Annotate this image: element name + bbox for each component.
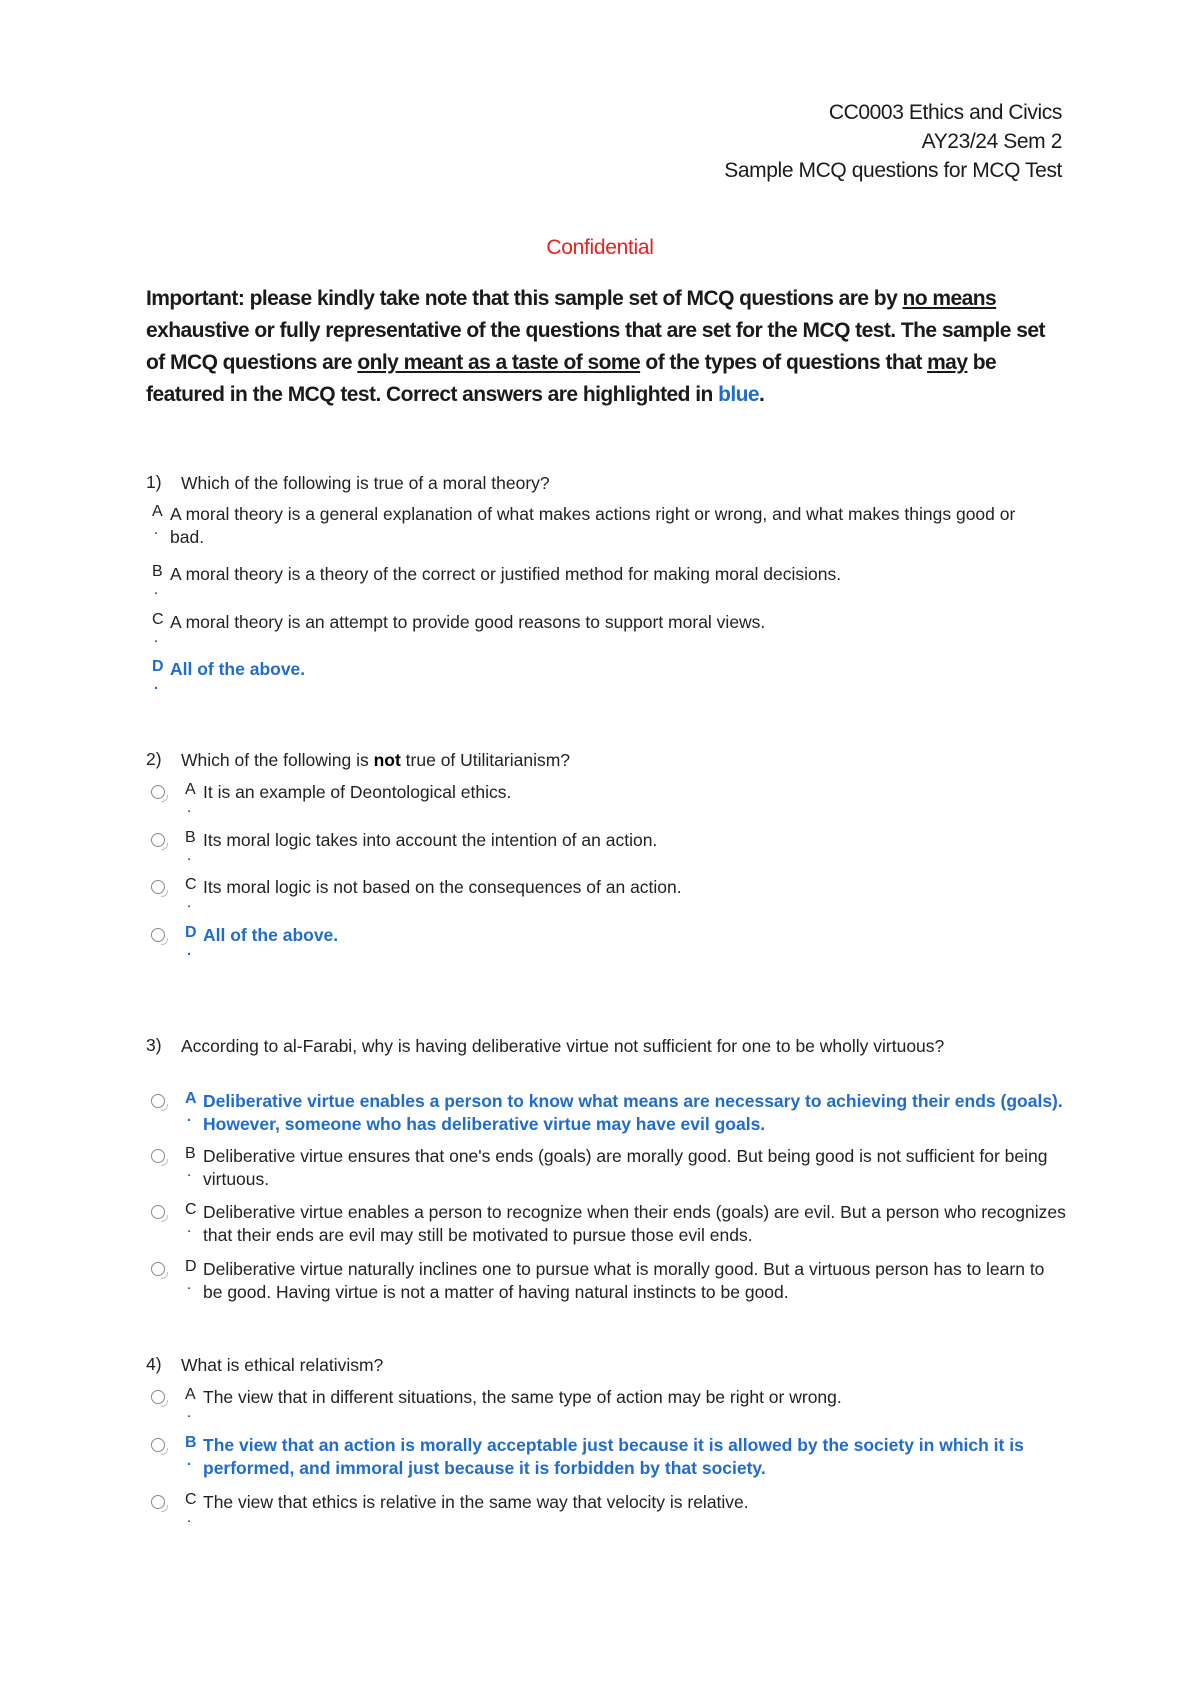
question-text: What is ethical relativism?: [181, 1355, 384, 1375]
option-letter: D: [185, 924, 197, 941]
option-dot: .: [154, 521, 159, 538]
radio-button-icon[interactable]: [151, 1094, 165, 1108]
option-letter: B: [185, 829, 196, 846]
option-dot: .: [187, 1276, 192, 1293]
question-text-part: Which of the following is: [181, 750, 374, 770]
option-text: Deliberative virtue naturally inclines one to pursue what is morally good. But a virtuous person has to learn to be good. Having virtue is not a matter of having natural instincts to be good.: [203, 1259, 1045, 1302]
option-dot: .: [187, 1404, 192, 1421]
radio-button-icon[interactable]: [151, 1390, 165, 1404]
option-dot: .: [187, 1509, 192, 1526]
option-letter: C: [185, 876, 197, 893]
question-number: 3): [146, 1035, 162, 1055]
notice-blue-word: blue: [718, 383, 760, 406]
option-text: A moral theory is an attempt to provide good reasons to support moral views.: [170, 612, 766, 632]
radio-button-icon[interactable]: [151, 928, 165, 942]
option-dot: .: [187, 799, 192, 816]
question-text-part: true of Utilitarianism?: [400, 750, 571, 770]
option-dot: .: [187, 1219, 192, 1236]
question-text-bold: not: [373, 750, 401, 770]
question-text: Which of the following is true of a moral theory?: [181, 473, 550, 493]
option-text: Its moral logic is not based on the consequences of an action.: [203, 877, 682, 897]
notice-underline: no means: [902, 287, 997, 310]
option-dot: .: [154, 676, 159, 693]
radio-button-icon[interactable]: [151, 833, 165, 847]
document-title: Sample MCQ questions for MCQ Test: [724, 159, 1062, 182]
option-letter: D: [185, 1258, 197, 1275]
option-text: A moral theory is a theory of the correct or justified method for making moral decisions.: [170, 564, 842, 584]
option-dot: .: [154, 629, 159, 646]
option-letter: A: [185, 1090, 197, 1107]
option-text: Its moral logic takes into account the intention of an action.: [203, 830, 658, 850]
notice-text: .: [759, 383, 765, 406]
option-letter: A: [185, 1386, 196, 1403]
notice-text: exhaustive or fully representative of the questions that are set for the MCQ test. The sample set of MCQ questions are: [146, 319, 1045, 374]
option-text: All of the above.: [203, 925, 339, 945]
option-text: All of the above.: [170, 659, 306, 679]
notice-underline: may: [927, 351, 968, 374]
option-letter: B: [185, 1145, 196, 1162]
option-letter: C: [185, 1491, 197, 1508]
option-dot: .: [154, 581, 159, 598]
radio-button-icon[interactable]: [151, 1495, 165, 1509]
radio-button-icon[interactable]: [151, 880, 165, 894]
important-notice: [146, 283, 1066, 411]
radio-button-icon[interactable]: [151, 785, 165, 799]
document-header: [724, 98, 1062, 185]
option-letter: B: [185, 1434, 197, 1451]
radio-button-icon[interactable]: [151, 1205, 165, 1219]
option-dot: .: [187, 1108, 192, 1125]
option-dot: .: [187, 942, 192, 959]
option-letter: B: [152, 563, 163, 580]
question-number: 4): [146, 1354, 162, 1374]
notice-text: Important: please kindly take note that this sample set of MCQ questions are by: [146, 287, 903, 310]
question-text: [181, 749, 1041, 772]
option-letter: C: [152, 611, 164, 628]
option-text: The view that in different situations, the same type of action may be right or wrong.: [203, 1387, 842, 1407]
question-number: 1): [146, 472, 162, 492]
question-number: 2): [146, 749, 162, 769]
option-dot: .: [187, 847, 192, 864]
semester-label: AY23/24 Sem 2: [921, 130, 1062, 153]
option-letter: A: [152, 503, 163, 520]
option-dot: .: [187, 894, 192, 911]
confidential-label: Confidential: [546, 236, 654, 259]
option-text: Deliberative virtue enables a person to know what means are necessary to achieving their ends (goals). However, someone who has deliberative virtue may have evil goals.: [203, 1091, 1063, 1134]
notice-text: of the types of questions that: [640, 351, 928, 374]
notice-underline: only meant as a taste of some: [357, 351, 641, 374]
option-text: A moral theory is a general explanation of what makes actions right or wrong, and what makes things good or bad.: [170, 504, 1016, 547]
option-letter: A: [185, 781, 196, 798]
option-letter: D: [152, 658, 164, 675]
course-title: CC0003 Ethics and Civics: [828, 101, 1062, 124]
option-text: The view that ethics is relative in the same way that velocity is relative.: [203, 1492, 749, 1512]
radio-button-icon[interactable]: [151, 1262, 165, 1276]
question-text: According to al-Farabi, why is having deliberative virtue not sufficient for one to be wholly virtuous?: [181, 1036, 945, 1056]
option-text: Deliberative virtue ensures that one's ends (goals) are morally good. But being good is not sufficient for being virtuous.: [203, 1146, 1048, 1189]
notice-text: be featured in the MCQ test. Correct answers are highlighted in: [146, 351, 997, 406]
option-text: Deliberative virtue enables a person to recognize when their ends (goals) are evil. But a person who recognizes that their ends are evil may still be motivated to pursue those evil ends.: [203, 1202, 1066, 1245]
radio-button-icon[interactable]: [151, 1149, 165, 1163]
option-text: It is an example of Deontological ethics.: [203, 782, 512, 802]
option-letter: C: [185, 1201, 197, 1218]
option-dot: .: [187, 1452, 192, 1469]
option-dot: .: [187, 1163, 192, 1180]
radio-button-icon[interactable]: [151, 1438, 165, 1452]
option-text: The view that an action is morally acceptable just because it is allowed by the society in which it is performed, and immoral just because it is forbidden by that society.: [203, 1435, 1024, 1478]
